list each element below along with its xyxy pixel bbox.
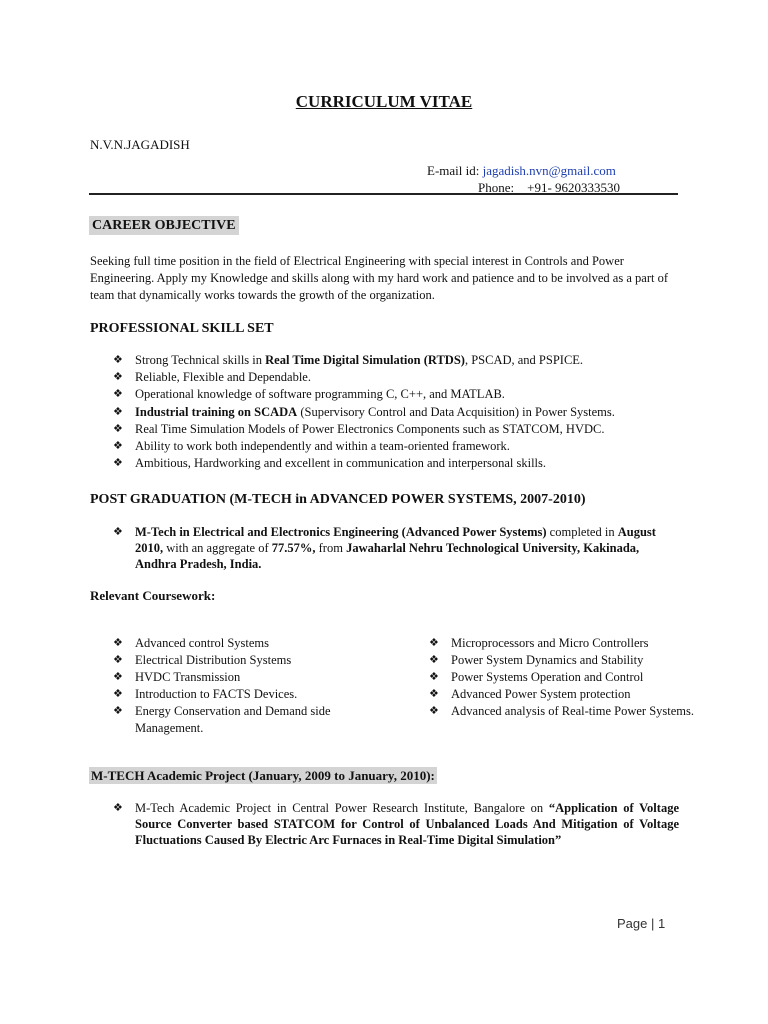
list-item: ❖ Advanced Power System protection [429,687,631,701]
diamond-bullet-icon: ❖ [113,637,123,649]
list-item: ❖ Advanced analysis of Real-time Power Systems. [429,704,695,718]
skills-list [113,352,683,472]
list-item: ❖ Reliable, Flexible and Dependable. [113,369,683,386]
diamond-bullet-icon: ❖ [113,654,123,666]
list-item: ❖ Operational knowledge of software programming C, C++, and MATLAB. [113,386,683,403]
list-item: ❖ Energy Conservation and Demand side Management. [113,704,331,735]
diamond-bullet-icon: ❖ [113,440,123,453]
candidate-name: N.V.N.JAGADISH [90,137,190,152]
page-number: Page | 1 [617,916,666,931]
diamond-bullet-icon: ❖ [429,654,439,666]
list-item: ❖ Electrical Distribution Systems [113,653,292,667]
coursework-heading: Relevant Coursework: [90,588,216,603]
diamond-bullet-icon: ❖ [429,637,439,649]
list-item: ❖ Introduction to FACTS Devices. [113,687,298,701]
list-item: ❖ Strong Technical skills in Real Time Digital Simulation (RTDS), PSCAD, and PSPICE. [113,352,683,369]
coursework-right-list [429,635,699,720]
diamond-bullet-icon: ❖ [429,705,439,717]
list-item: ❖ Industrial training on SCADA (Supervisory Control and Data Acquisition) in Power Systems. [113,404,683,421]
list-item: ❖ Power System Dynamics and Stability [429,653,644,667]
project-heading: M-TECH Academic Project (January, 2009 to January, 2010): [91,768,435,783]
diamond-bullet-icon: ❖ [113,388,123,401]
diamond-bullet-icon: ❖ [113,354,123,366]
coursework-left-list [113,635,383,737]
diamond-bullet-icon: ❖ [113,802,123,814]
list-item: ❖ Real Time Simulation Models of Power Electronics Components such as STATCOM, HVDC. [113,421,683,438]
diamond-bullet-icon: ❖ [113,671,123,683]
diamond-bullet-icon: ❖ [113,705,123,717]
diamond-bullet-icon: ❖ [113,526,123,538]
post-graduation-heading: POST GRADUATION (M-TECH in ADVANCED POWER SYSTEMS, 2007-2010) [90,492,586,507]
diamond-bullet-icon: ❖ [429,688,439,700]
email-label: E-mail id: [427,163,480,178]
phone-label: Phone: [478,180,515,195]
list-item: ❖ Ambitious, Hardworking and excellent in communication and interpersonal skills. [113,455,683,472]
list-item: ❖ HVDC Transmission [113,670,241,684]
diamond-bullet-icon: ❖ [113,688,123,700]
email-row [427,162,620,179]
diamond-bullet-icon: ❖ [113,457,123,470]
diamond-bullet-icon: ❖ [429,671,439,683]
diamond-bullet-icon: ❖ [113,371,123,384]
phone-number: +91- 9620333530 [527,180,621,195]
header-divider [89,193,678,195]
list-item: ❖ Microprocessors and Micro Controllers [429,636,649,650]
list-item: ❖ Advanced control Systems [113,636,270,650]
project-item: ❖ M-Tech Academic Project in Central Power Research Institute, Bangalore on “Application of Voltage Source Converter based STATCOM for Control of Unbalanced Loads And Mitigation of Voltage Fluctuations Caused By Electric Arc Furnaces in Real-Time Digital Simulation” [113,801,679,847]
diamond-bullet-icon: ❖ [113,405,123,418]
career-objective-text: Seeking full time position in the field of Electrical Engineering with special interest in Controls and Power Engineering. Apply my Knowledge and skills along with my hard work and patience and to be involved as a part of team that dynamically works towards the growth of the organization. [90,254,668,302]
skills-heading: PROFESSIONAL SKILL SET [90,321,274,336]
list-item: ❖ Ability to work both independently and within a team-oriented framework. [113,438,683,455]
diamond-bullet-icon: ❖ [113,422,123,435]
career-objective-heading: CAREER OBJECTIVE [89,216,239,235]
document-title: CURRICULUM VITAE [295,92,473,111]
post-graduation-item: ❖ M-Tech in Electrical and Electronics Engineering (Advanced Power Systems) completed in August 2010, with an aggregate of 77.57%, from Jawaharlal Nehru Technological University, Kakinada, Andhra Pradesh, India. [113,525,656,571]
list-item: ❖ Power Systems Operation and Control [429,670,644,684]
contact-block [427,162,620,196]
email-link[interactable]: jagadish.nvn@gmail.com [482,163,616,178]
